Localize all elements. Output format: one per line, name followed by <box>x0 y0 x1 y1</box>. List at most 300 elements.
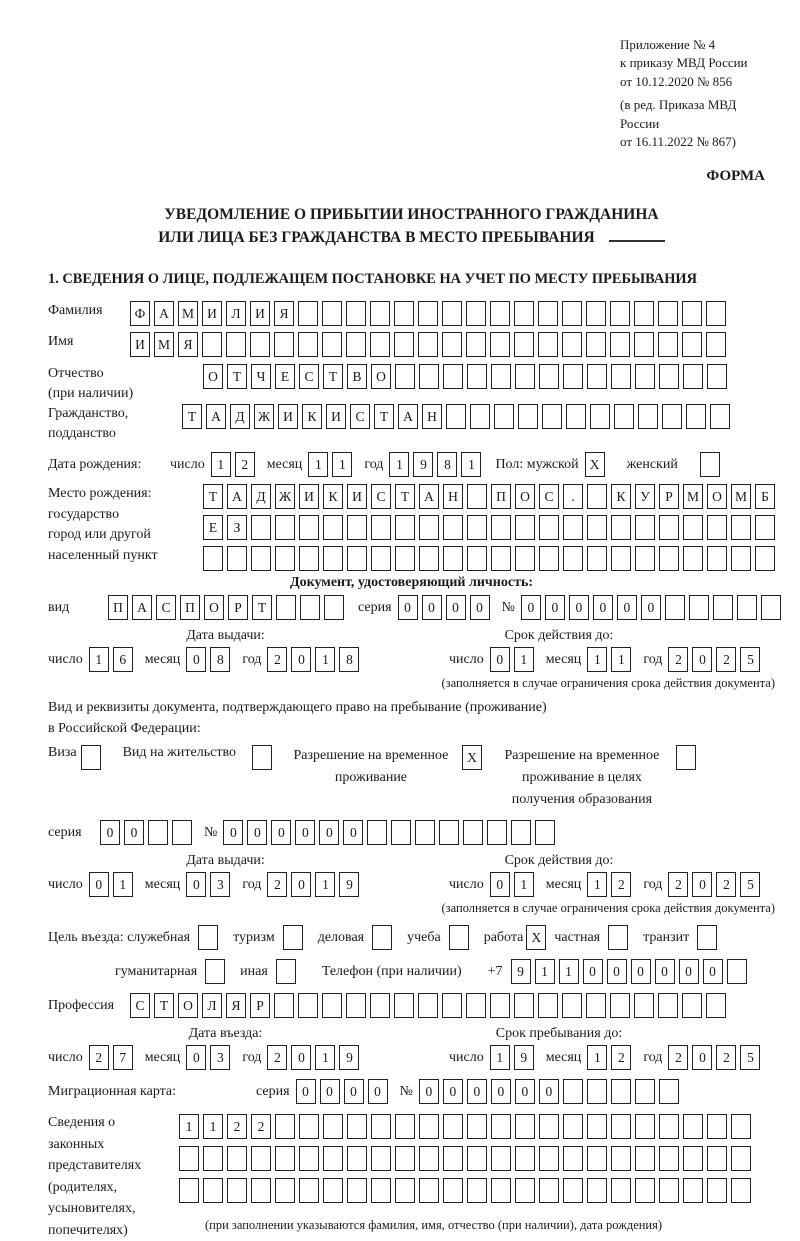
char-box[interactable] <box>535 820 555 845</box>
char-box[interactable]: 0 <box>124 820 144 845</box>
char-box[interactable]: 2 <box>227 1114 247 1139</box>
char-box[interactable] <box>562 301 582 326</box>
char-box[interactable]: И <box>326 404 346 429</box>
char-box[interactable] <box>491 1146 511 1171</box>
char-box[interactable] <box>755 515 775 540</box>
char-box[interactable]: С <box>156 595 176 620</box>
char-box[interactable] <box>731 1114 751 1139</box>
char-box[interactable]: 0 <box>443 1079 463 1104</box>
char-box[interactable]: 2 <box>716 872 736 897</box>
char-box[interactable] <box>587 364 607 389</box>
char-box[interactable] <box>658 301 678 326</box>
char-box[interactable]: С <box>371 484 391 509</box>
char-box[interactable] <box>610 332 630 357</box>
char-box[interactable]: У <box>635 484 655 509</box>
char-box[interactable] <box>707 546 727 571</box>
char-box[interactable]: 0 <box>271 820 291 845</box>
char-box[interactable] <box>514 301 534 326</box>
char-box[interactable] <box>371 1146 391 1171</box>
char-box[interactable] <box>710 404 730 429</box>
char-box[interactable] <box>562 332 582 357</box>
char-box[interactable] <box>587 484 607 509</box>
char-box[interactable] <box>562 993 582 1018</box>
char-box[interactable]: 1 <box>211 452 231 477</box>
char-box[interactable] <box>515 515 535 540</box>
char-box[interactable] <box>275 1146 295 1171</box>
char-box[interactable]: 1 <box>587 647 607 672</box>
char-box[interactable]: 0 <box>692 1045 712 1070</box>
char-box[interactable]: 1 <box>611 647 631 672</box>
char-box[interactable] <box>347 1178 367 1203</box>
char-box[interactable] <box>610 993 630 1018</box>
char-box[interactable] <box>148 820 168 845</box>
char-box[interactable]: 1 <box>89 647 109 672</box>
char-box[interactable] <box>563 1178 583 1203</box>
char-box[interactable]: Т <box>395 484 415 509</box>
char-box[interactable] <box>323 515 343 540</box>
char-box[interactable]: И <box>202 301 222 326</box>
char-box[interactable]: 2 <box>716 647 736 672</box>
char-box[interactable]: 0 <box>291 647 311 672</box>
char-box[interactable] <box>683 515 703 540</box>
char-box[interactable] <box>707 1178 727 1203</box>
char-box[interactable]: 6 <box>113 647 133 672</box>
char-box[interactable] <box>707 1146 727 1171</box>
char-box[interactable]: И <box>347 484 367 509</box>
char-box[interactable]: П <box>491 484 511 509</box>
char-box[interactable]: 0 <box>247 820 267 845</box>
char-box[interactable]: Я <box>226 993 246 1018</box>
char-box[interactable] <box>443 364 463 389</box>
char-box[interactable] <box>491 1178 511 1203</box>
char-box[interactable] <box>467 364 487 389</box>
char-box[interactable] <box>538 332 558 357</box>
char-box[interactable]: Т <box>203 484 223 509</box>
char-box[interactable]: 1 <box>315 872 335 897</box>
char-box[interactable] <box>443 1114 463 1139</box>
char-box[interactable] <box>682 332 702 357</box>
char-box[interactable]: О <box>371 364 391 389</box>
char-box[interactable] <box>727 959 747 984</box>
char-box[interactable] <box>490 332 510 357</box>
char-box[interactable] <box>587 1114 607 1139</box>
char-box[interactable]: Т <box>374 404 394 429</box>
char-box[interactable] <box>251 515 271 540</box>
char-box[interactable]: X <box>585 452 605 477</box>
char-box[interactable] <box>370 993 390 1018</box>
char-box[interactable]: А <box>154 301 174 326</box>
char-box[interactable] <box>227 1178 247 1203</box>
char-box[interactable] <box>298 301 318 326</box>
char-box[interactable] <box>419 1114 439 1139</box>
char-box[interactable] <box>322 332 342 357</box>
char-box[interactable]: 0 <box>631 959 651 984</box>
char-box[interactable] <box>566 404 586 429</box>
char-box[interactable]: И <box>130 332 150 357</box>
char-box[interactable]: 2 <box>668 1045 688 1070</box>
char-box[interactable] <box>706 301 726 326</box>
char-box[interactable] <box>323 1114 343 1139</box>
char-box[interactable] <box>346 332 366 357</box>
char-box[interactable]: Т <box>227 364 247 389</box>
char-box[interactable] <box>467 1178 487 1203</box>
char-box[interactable] <box>467 1146 487 1171</box>
char-box[interactable] <box>446 404 466 429</box>
char-box[interactable]: 0 <box>291 872 311 897</box>
char-box[interactable]: 0 <box>398 595 418 620</box>
char-box[interactable]: 0 <box>545 595 565 620</box>
char-box[interactable]: Ж <box>254 404 274 429</box>
char-box[interactable] <box>179 1178 199 1203</box>
char-box[interactable] <box>737 595 757 620</box>
char-box[interactable]: Д <box>251 484 271 509</box>
char-box[interactable]: 0 <box>368 1079 388 1104</box>
char-box[interactable] <box>323 1178 343 1203</box>
char-box[interactable]: Р <box>250 993 270 1018</box>
char-box[interactable] <box>419 1146 439 1171</box>
char-box[interactable] <box>443 1178 463 1203</box>
char-box[interactable] <box>443 1146 463 1171</box>
char-box[interactable] <box>515 1178 535 1203</box>
char-box[interactable]: 0 <box>692 872 712 897</box>
char-box[interactable] <box>611 515 631 540</box>
char-box[interactable] <box>203 1146 223 1171</box>
char-box[interactable] <box>659 364 679 389</box>
char-box[interactable]: 0 <box>186 872 206 897</box>
char-box[interactable] <box>202 332 222 357</box>
char-box[interactable]: 1 <box>535 959 555 984</box>
char-box[interactable] <box>635 1178 655 1203</box>
char-box[interactable] <box>587 1146 607 1171</box>
char-box[interactable] <box>252 745 272 770</box>
char-box[interactable] <box>538 993 558 1018</box>
char-box[interactable] <box>283 925 303 950</box>
char-box[interactable]: 0 <box>607 959 627 984</box>
char-box[interactable] <box>610 301 630 326</box>
char-box[interactable] <box>635 1114 655 1139</box>
char-box[interactable] <box>370 301 390 326</box>
char-box[interactable] <box>443 546 463 571</box>
char-box[interactable] <box>586 301 606 326</box>
char-box[interactable]: 0 <box>593 595 613 620</box>
char-box[interactable]: 9 <box>413 452 433 477</box>
char-box[interactable] <box>227 1146 247 1171</box>
char-box[interactable] <box>198 925 218 950</box>
char-box[interactable]: 9 <box>511 959 531 984</box>
char-box[interactable]: 9 <box>514 1045 534 1070</box>
char-box[interactable]: 1 <box>315 1045 335 1070</box>
char-box[interactable] <box>587 1079 607 1104</box>
char-box[interactable] <box>347 1146 367 1171</box>
char-box[interactable]: 0 <box>295 820 315 845</box>
char-box[interactable] <box>371 1178 391 1203</box>
char-box[interactable] <box>322 993 342 1018</box>
char-box[interactable] <box>395 515 415 540</box>
char-box[interactable] <box>635 1146 655 1171</box>
char-box[interactable]: 0 <box>419 1079 439 1104</box>
char-box[interactable] <box>250 332 270 357</box>
char-box[interactable]: 2 <box>668 647 688 672</box>
char-box[interactable] <box>394 332 414 357</box>
char-box[interactable]: 0 <box>291 1045 311 1070</box>
char-box[interactable] <box>467 546 487 571</box>
char-box[interactable] <box>394 993 414 1018</box>
char-box[interactable] <box>590 404 610 429</box>
char-box[interactable]: 0 <box>89 872 109 897</box>
char-box[interactable] <box>697 925 717 950</box>
char-box[interactable] <box>563 515 583 540</box>
char-box[interactable]: Т <box>323 364 343 389</box>
char-box[interactable] <box>487 820 507 845</box>
char-box[interactable]: Р <box>659 484 679 509</box>
char-box[interactable]: 1 <box>514 647 534 672</box>
char-box[interactable] <box>514 332 534 357</box>
char-box[interactable] <box>419 515 439 540</box>
char-box[interactable] <box>683 546 703 571</box>
char-box[interactable] <box>700 452 720 477</box>
char-box[interactable] <box>676 745 696 770</box>
char-box[interactable] <box>172 820 192 845</box>
char-box[interactable] <box>418 993 438 1018</box>
char-box[interactable] <box>635 1079 655 1104</box>
char-box[interactable] <box>659 1079 679 1104</box>
char-box[interactable] <box>346 301 366 326</box>
char-box[interactable] <box>635 515 655 540</box>
char-box[interactable] <box>539 1146 559 1171</box>
char-box[interactable] <box>611 1079 631 1104</box>
char-box[interactable]: 1 <box>514 872 534 897</box>
char-box[interactable] <box>274 332 294 357</box>
char-box[interactable] <box>466 332 486 357</box>
char-box[interactable]: Т <box>182 404 202 429</box>
char-box[interactable]: 7 <box>113 1045 133 1070</box>
char-box[interactable]: 9 <box>339 872 359 897</box>
char-box[interactable]: Е <box>203 515 223 540</box>
char-box[interactable]: 0 <box>100 820 120 845</box>
char-box[interactable] <box>539 364 559 389</box>
char-box[interactable]: С <box>130 993 150 1018</box>
char-box[interactable]: Ч <box>251 364 271 389</box>
char-box[interactable]: 0 <box>703 959 723 984</box>
char-box[interactable]: Т <box>252 595 272 620</box>
char-box[interactable]: 8 <box>210 647 230 672</box>
char-box[interactable]: О <box>707 484 727 509</box>
char-box[interactable] <box>491 364 511 389</box>
char-box[interactable]: 5 <box>740 1045 760 1070</box>
char-box[interactable]: С <box>299 364 319 389</box>
char-box[interactable]: 2 <box>611 872 631 897</box>
char-box[interactable] <box>298 332 318 357</box>
char-box[interactable] <box>466 993 486 1018</box>
char-box[interactable] <box>442 332 462 357</box>
char-box[interactable] <box>608 925 628 950</box>
char-box[interactable] <box>659 1178 679 1203</box>
char-box[interactable] <box>419 1178 439 1203</box>
char-box[interactable] <box>299 1146 319 1171</box>
char-box[interactable]: 2 <box>235 452 255 477</box>
char-box[interactable]: 5 <box>740 647 760 672</box>
char-box[interactable]: Ж <box>275 484 295 509</box>
char-box[interactable]: 3 <box>210 1045 230 1070</box>
char-box[interactable] <box>300 595 320 620</box>
char-box[interactable] <box>205 959 225 984</box>
char-box[interactable] <box>683 1146 703 1171</box>
char-box[interactable] <box>347 546 367 571</box>
char-box[interactable]: X <box>462 745 482 770</box>
char-box[interactable] <box>683 364 703 389</box>
char-box[interactable]: 1 <box>179 1114 199 1139</box>
char-box[interactable]: П <box>180 595 200 620</box>
char-box[interactable] <box>490 993 510 1018</box>
char-box[interactable]: А <box>398 404 418 429</box>
char-box[interactable]: 2 <box>267 647 287 672</box>
char-box[interactable] <box>275 515 295 540</box>
char-box[interactable]: 0 <box>446 595 466 620</box>
char-box[interactable]: О <box>515 484 535 509</box>
char-box[interactable]: 2 <box>668 872 688 897</box>
char-box[interactable] <box>391 820 411 845</box>
char-box[interactable]: Д <box>230 404 250 429</box>
char-box[interactable] <box>395 1178 415 1203</box>
char-box[interactable] <box>713 595 733 620</box>
char-box[interactable]: А <box>206 404 226 429</box>
char-box[interactable] <box>299 546 319 571</box>
char-box[interactable] <box>683 1178 703 1203</box>
char-box[interactable]: 0 <box>490 647 510 672</box>
char-box[interactable] <box>707 364 727 389</box>
char-box[interactable] <box>542 404 562 429</box>
char-box[interactable] <box>491 515 511 540</box>
char-box[interactable]: М <box>683 484 703 509</box>
char-box[interactable] <box>179 1146 199 1171</box>
char-box[interactable]: . <box>563 484 583 509</box>
char-box[interactable]: 0 <box>343 820 363 845</box>
char-box[interactable] <box>203 1178 223 1203</box>
char-box[interactable] <box>299 1178 319 1203</box>
char-box[interactable] <box>563 1079 583 1104</box>
char-box[interactable]: О <box>178 993 198 1018</box>
char-box[interactable] <box>665 595 685 620</box>
char-box[interactable] <box>614 404 634 429</box>
char-box[interactable] <box>463 820 483 845</box>
char-box[interactable] <box>226 332 246 357</box>
char-box[interactable] <box>683 1114 703 1139</box>
char-box[interactable]: 0 <box>470 595 490 620</box>
char-box[interactable] <box>418 332 438 357</box>
char-box[interactable]: А <box>132 595 152 620</box>
char-box[interactable] <box>419 364 439 389</box>
char-box[interactable]: 0 <box>467 1079 487 1104</box>
char-box[interactable]: Л <box>226 301 246 326</box>
char-box[interactable] <box>203 546 223 571</box>
char-box[interactable] <box>659 1114 679 1139</box>
char-box[interactable] <box>518 404 538 429</box>
char-box[interactable]: 0 <box>655 959 675 984</box>
char-box[interactable] <box>731 546 751 571</box>
char-box[interactable]: 1 <box>315 647 335 672</box>
char-box[interactable] <box>372 925 392 950</box>
char-box[interactable]: 1 <box>203 1114 223 1139</box>
char-box[interactable] <box>371 515 391 540</box>
char-box[interactable] <box>689 595 709 620</box>
char-box[interactable] <box>515 1114 535 1139</box>
char-box[interactable]: Ф <box>130 301 150 326</box>
char-box[interactable]: О <box>203 364 223 389</box>
char-box[interactable] <box>634 332 654 357</box>
char-box[interactable] <box>323 546 343 571</box>
char-box[interactable] <box>371 546 391 571</box>
char-box[interactable] <box>706 993 726 1018</box>
char-box[interactable] <box>587 1178 607 1203</box>
char-box[interactable] <box>276 959 296 984</box>
char-box[interactable] <box>81 745 101 770</box>
char-box[interactable]: 0 <box>422 595 442 620</box>
char-box[interactable]: 0 <box>539 1079 559 1104</box>
char-box[interactable] <box>275 1178 295 1203</box>
char-box[interactable] <box>515 364 535 389</box>
char-box[interactable]: М <box>154 332 174 357</box>
char-box[interactable] <box>442 301 462 326</box>
char-box[interactable] <box>682 301 702 326</box>
char-box[interactable] <box>755 546 775 571</box>
char-box[interactable] <box>251 546 271 571</box>
char-box[interactable]: 1 <box>308 452 328 477</box>
char-box[interactable] <box>611 1178 631 1203</box>
char-box[interactable] <box>563 546 583 571</box>
char-box[interactable] <box>323 1146 343 1171</box>
char-box[interactable] <box>539 1178 559 1203</box>
char-box[interactable] <box>511 820 531 845</box>
char-box[interactable] <box>635 546 655 571</box>
char-box[interactable]: 0 <box>320 1079 340 1104</box>
char-box[interactable]: Б <box>755 484 775 509</box>
char-box[interactable]: И <box>250 301 270 326</box>
char-box[interactable]: М <box>178 301 198 326</box>
char-box[interactable]: 1 <box>587 872 607 897</box>
char-box[interactable] <box>275 1114 295 1139</box>
char-box[interactable]: 1 <box>461 452 481 477</box>
char-box[interactable] <box>395 1114 415 1139</box>
char-box[interactable] <box>467 1114 487 1139</box>
char-box[interactable]: А <box>227 484 247 509</box>
char-box[interactable] <box>491 1114 511 1139</box>
char-box[interactable] <box>539 515 559 540</box>
char-box[interactable]: X <box>526 925 546 950</box>
char-box[interactable] <box>634 301 654 326</box>
char-box[interactable]: 1 <box>332 452 352 477</box>
char-box[interactable] <box>563 1146 583 1171</box>
char-box[interactable]: В <box>347 364 367 389</box>
char-box[interactable] <box>662 404 682 429</box>
char-box[interactable] <box>586 993 606 1018</box>
char-box[interactable] <box>539 1114 559 1139</box>
char-box[interactable] <box>659 546 679 571</box>
char-box[interactable]: К <box>611 484 631 509</box>
char-box[interactable]: 1 <box>490 1045 510 1070</box>
char-box[interactable] <box>538 301 558 326</box>
char-box[interactable] <box>274 993 294 1018</box>
char-box[interactable] <box>346 993 366 1018</box>
char-box[interactable] <box>322 301 342 326</box>
char-box[interactable]: 0 <box>490 872 510 897</box>
char-box[interactable]: 0 <box>692 647 712 672</box>
char-box[interactable]: К <box>302 404 322 429</box>
char-box[interactable]: 0 <box>186 1045 206 1070</box>
char-box[interactable] <box>635 364 655 389</box>
char-box[interactable]: С <box>350 404 370 429</box>
char-box[interactable] <box>324 595 344 620</box>
char-box[interactable]: П <box>108 595 128 620</box>
